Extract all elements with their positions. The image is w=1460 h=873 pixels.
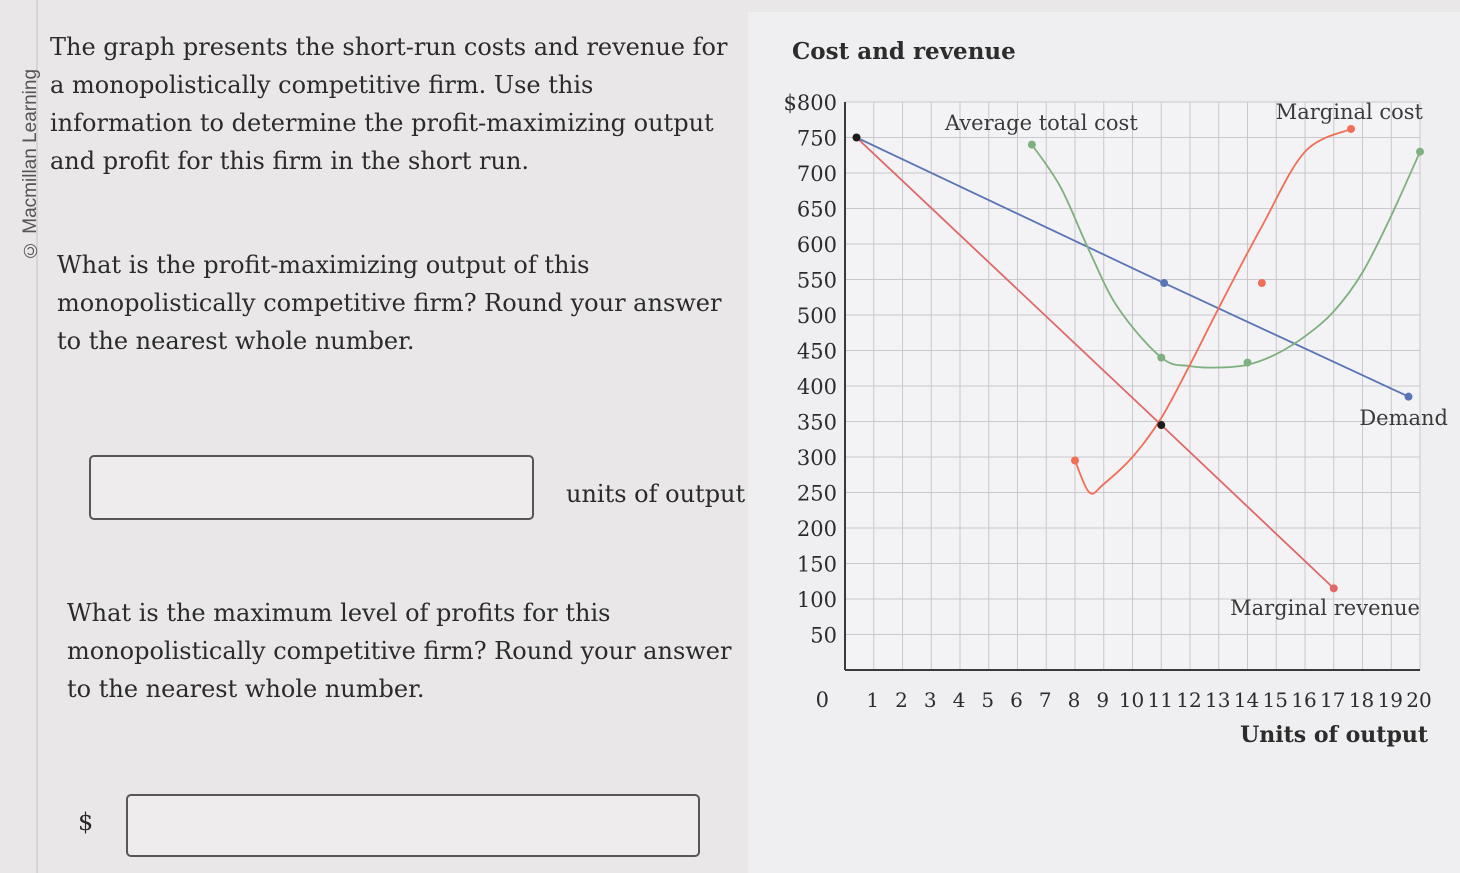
y-tick-label: 600	[796, 233, 837, 257]
x-tick-label: 4	[952, 688, 966, 712]
x-tick-label: 2	[895, 688, 908, 712]
question-intro: The graph presents the short-run costs and revenue for a monopolistically competitive firm. Use this information to determine the profit-maximizing output and profit for this firm in the short run.	[50, 33, 728, 175]
y-tick-label: 650	[796, 197, 837, 222]
y-tick-label: 50	[810, 623, 837, 648]
y-tick-label: 550	[796, 268, 837, 293]
profit-answer-input[interactable]	[126, 794, 700, 857]
x-axis-label: Units of output	[1240, 722, 1428, 748]
y-tick-label: 100	[796, 588, 837, 612]
x-tick-label: 10	[1118, 688, 1145, 712]
output-answer-input[interactable]	[89, 455, 534, 520]
marginal-revenue-label: Marginal revenue	[1230, 596, 1420, 620]
x-origin-label: 0	[815, 688, 829, 712]
y-tick-label: 200	[796, 517, 837, 541]
chart-panel	[748, 12, 1460, 873]
y-tick-label: 750	[796, 126, 837, 151]
average-total-cost-point	[1416, 148, 1424, 156]
x-tick-label: 6	[1010, 688, 1023, 712]
demand-label: Demand	[1359, 406, 1448, 430]
copyright-text: © Macmillan Learning	[20, 68, 41, 260]
x-tick-label: 13	[1205, 688, 1231, 712]
x-tick-label: 8	[1067, 688, 1081, 712]
chart-title: Cost and revenue	[792, 38, 1016, 65]
y-tick-label: 300	[796, 446, 837, 470]
average-total-cost-label: Average total cost	[945, 111, 1138, 135]
marginal-cost-label: Marginal cost	[1275, 100, 1423, 124]
output-units-label: units of output	[566, 480, 746, 508]
marginal-revenue-point	[1330, 584, 1338, 592]
dollar-sign: $	[78, 808, 94, 836]
y-tick-label: $800	[783, 91, 837, 115]
x-tick-label: 20	[1406, 688, 1432, 712]
x-tick-label: 18	[1348, 688, 1375, 712]
mr-mc-intersection-point	[1157, 421, 1165, 429]
demand-point	[1405, 393, 1413, 401]
x-tick-label: 1	[866, 688, 880, 712]
marginal-cost-point	[1258, 279, 1266, 287]
x-tick-label: 11	[1147, 688, 1173, 712]
x-tick-label: 9	[1096, 688, 1110, 712]
y-tick-label: 450	[796, 339, 837, 364]
x-tick-label: 12	[1176, 688, 1202, 712]
y-tick-label: 350	[796, 410, 837, 435]
question-profit: What is the maximum level of profits for this monopolistically competitive firm? Round your answer to the nearest whole number.	[67, 599, 732, 703]
y-tick-label: 150	[796, 552, 837, 577]
x-tick-label: 3	[923, 688, 937, 712]
y-tick-label: 700	[796, 162, 837, 186]
x-tick-label: 7	[1038, 688, 1052, 712]
x-tick-label: 5	[981, 688, 995, 712]
marginal-cost-point	[1347, 125, 1355, 133]
average-total-cost-point	[1028, 141, 1036, 149]
x-tick-label: 14	[1233, 688, 1260, 712]
average-total-cost-point	[1244, 359, 1252, 367]
y-tick-label: 250	[796, 481, 837, 506]
marginal-cost-point	[1071, 457, 1079, 465]
chart-svg	[748, 12, 1460, 873]
x-tick-label: 19	[1377, 688, 1403, 712]
demand-point	[1160, 279, 1168, 287]
x-tick-label: 16	[1291, 688, 1317, 712]
question-output: What is the profit-maximizing output of this monopolistically competitive firm? Round your answer to the nearest whole number.	[57, 251, 722, 355]
demand-start-point	[853, 134, 861, 142]
average-total-cost-point	[1157, 354, 1165, 362]
x-tick-label: 17	[1320, 688, 1346, 712]
x-tick-label: 15	[1262, 688, 1288, 712]
y-tick-label: 400	[796, 375, 837, 399]
y-tick-label: 500	[796, 304, 837, 328]
